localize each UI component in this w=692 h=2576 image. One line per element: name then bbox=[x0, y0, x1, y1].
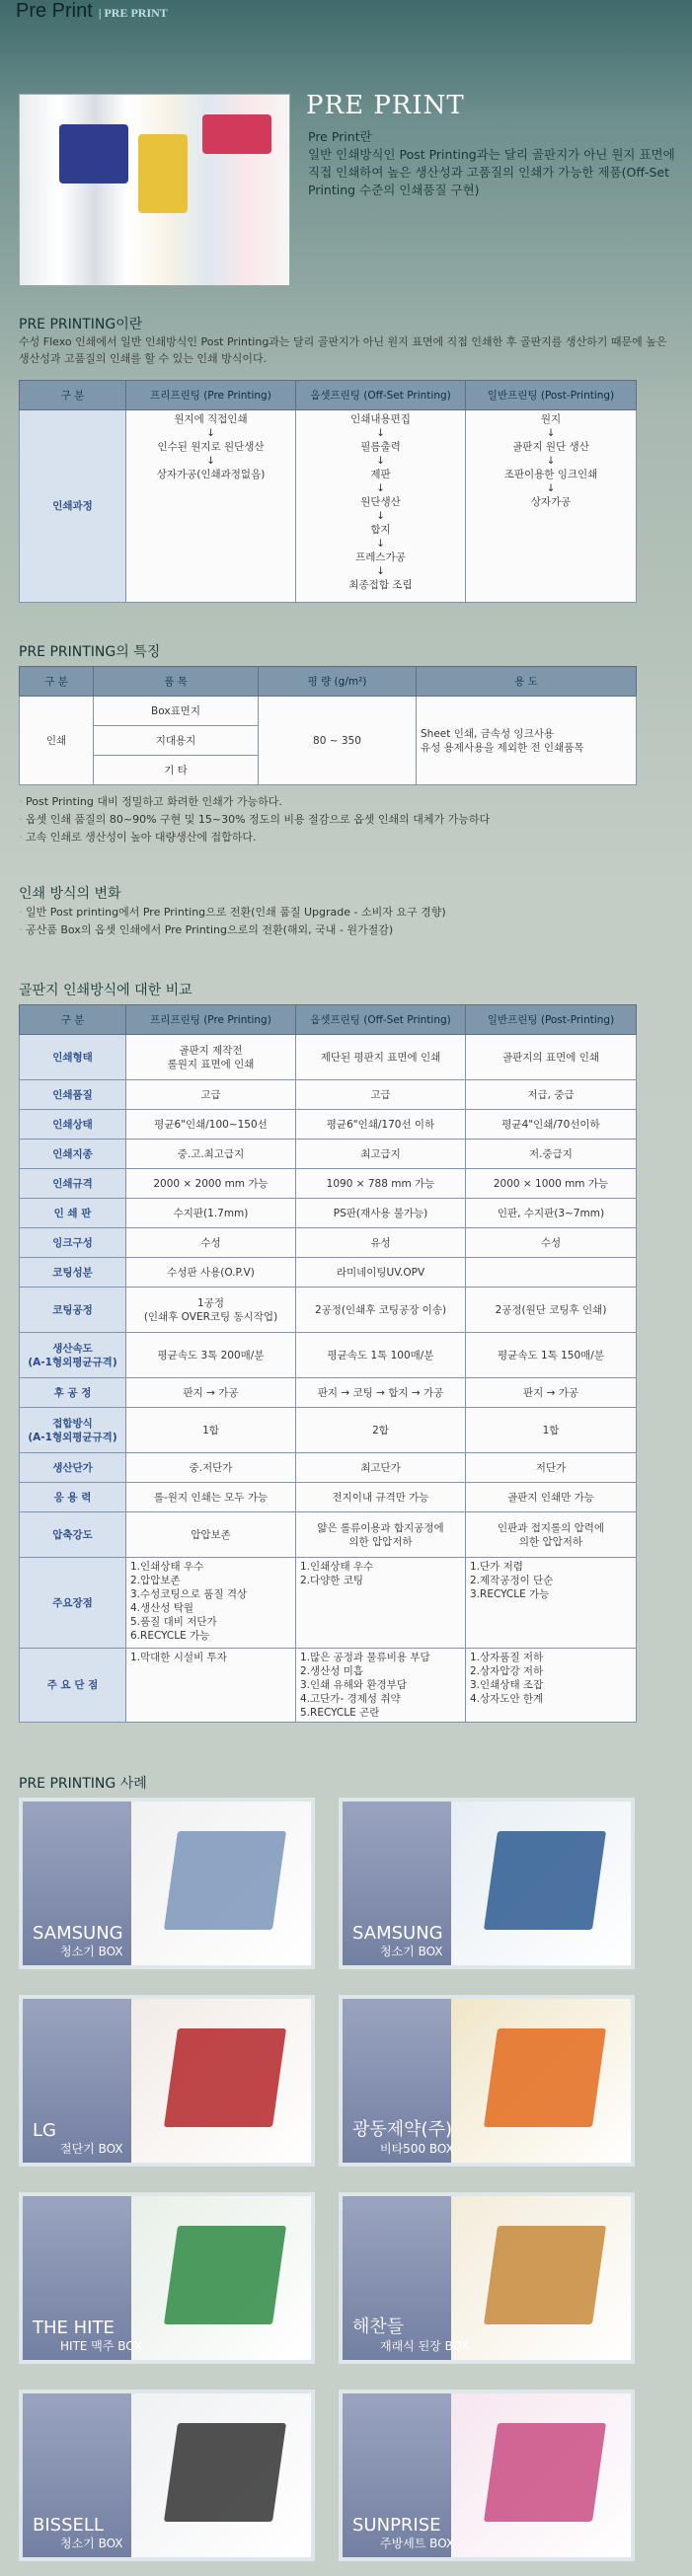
compare-row bbox=[20, 1199, 637, 1228]
feature-bullet: · Post Printing 대비 정밀하고 화려한 인쇄가 가능하다. bbox=[19, 793, 490, 811]
compare-row bbox=[20, 1258, 637, 1288]
compare-row-label: 인 쇄 판 bbox=[20, 1199, 126, 1228]
compare-cell: 1.단가 저렴 2.제작공정이 단순 3.RECYCLE 가능 bbox=[466, 1558, 637, 1649]
compare-row-label: 압축강도 bbox=[20, 1512, 126, 1558]
compare-row bbox=[20, 1288, 637, 1333]
compare-cell: 판지 → 가공 bbox=[466, 1378, 637, 1408]
feature-bullet: · 고속 인쇄로 생산성이 높아 대량생산에 접합하다. bbox=[19, 829, 490, 846]
compare-row-label: 응 용 력 bbox=[20, 1483, 126, 1512]
compare-row-label: 인쇄규격 bbox=[20, 1169, 126, 1199]
compare-cell: 고급 bbox=[126, 1080, 296, 1110]
th-offset3: 옵셋프린팅 (Off-Set Printing) bbox=[296, 1005, 466, 1035]
item-paperbag: 지대용지 bbox=[94, 726, 259, 756]
compare-cell: 평균6"인쇄/100~150선 bbox=[126, 1110, 296, 1140]
compare-row-label: 주 요 단 점 bbox=[20, 1649, 126, 1723]
compare-row bbox=[20, 1228, 637, 1258]
case-card bbox=[339, 2192, 635, 2364]
case-card bbox=[19, 2192, 315, 2364]
compare-cell: 고급 bbox=[296, 1080, 466, 1110]
case-card bbox=[339, 1798, 635, 1969]
process-offset: 인쇄내용편집 ↓ 필름출력 ↓ 제판 ↓ 원단생산 ↓ 합지 ↓ 프레스가공 ↓ 최종접합 조립 bbox=[296, 410, 466, 603]
th-item: 품 목 bbox=[94, 667, 259, 697]
compare-cell: 평균속도 1톡 150매/분 bbox=[466, 1333, 637, 1378]
th-pre3: 프리프린팅 (Pre Printing) bbox=[126, 1005, 296, 1035]
compare-cell: 골판지의 표면에 인쇄 bbox=[466, 1035, 637, 1080]
compare-cell: 2합 bbox=[296, 1408, 466, 1453]
th-post3: 일반프린팅 (Post-Printing) bbox=[466, 1005, 637, 1035]
th-offset: 옵셋프린팅 (Off-Set Printing) bbox=[296, 381, 466, 410]
compare-cell: 전지이내 규격만 가능 bbox=[296, 1483, 466, 1512]
section-title-what: PRE PRINTING이란 bbox=[19, 317, 143, 332]
row-label-process: 인쇄과정 bbox=[20, 410, 126, 603]
breadcrumb: | PRE PRINT bbox=[98, 6, 168, 20]
case-subtitle: 청소기 BOX bbox=[380, 1945, 443, 1958]
compare-row-label: 인쇄상태 bbox=[20, 1110, 126, 1140]
compare-cell: 최고급지 bbox=[296, 1140, 466, 1169]
compare-cell: 수지판(1.7mm) bbox=[126, 1199, 296, 1228]
compare-cell: 중.저단가 bbox=[126, 1453, 296, 1483]
th-category2: 구 분 bbox=[20, 667, 94, 697]
compare-cell: 골판지 제작전 롤원지 표면에 인쇄 bbox=[126, 1035, 296, 1080]
compare-cell bbox=[466, 1258, 637, 1288]
item-etc: 기 타 bbox=[94, 756, 259, 785]
compare-row bbox=[20, 1378, 637, 1408]
case-card bbox=[19, 1995, 315, 2167]
compare-cell: 저급, 중급 bbox=[466, 1080, 637, 1110]
compare-cell: 평균4"인쇄/70선이하 bbox=[466, 1110, 637, 1140]
compare-cell: 2공정(원단 코팅후 인쇄) bbox=[466, 1288, 637, 1333]
compare-cell: 평균6"인쇄/170선 이하 bbox=[296, 1110, 466, 1140]
compare-cell: 수성 bbox=[466, 1228, 637, 1258]
compare-cell: 중.고.최고급지 bbox=[126, 1140, 296, 1169]
features-bullets bbox=[19, 793, 490, 846]
compare-row bbox=[20, 1169, 637, 1199]
case-subtitle: HITE 맥주 BOX bbox=[60, 2339, 143, 2353]
case-subtitle: 절단기 BOX bbox=[60, 2142, 123, 2156]
compare-cell: 1합 bbox=[126, 1408, 296, 1453]
intro-description: Pre Print란 일반 인쇄방식인 Post Printing과는 달리 골판지가 아닌 원지 표면에 직접 인쇄하여 높은 생산성과 고품질의 인쇄가 가능한 제품(Off-Set Printing 수준의 인쇄품질 구현) bbox=[308, 129, 675, 197]
compare-cell: 1.인쇄상태 우수 2.압압보존 3.수성코팅으로 품질 격상 4.생산성 탁월 5.품질 대비 저단가 6.RECYCLE 가능 bbox=[126, 1558, 296, 1649]
case-name: 해찬들 bbox=[352, 2317, 405, 2337]
compare-row bbox=[20, 1140, 637, 1169]
feature-bullet: · 옵셋 인쇄 품질의 80~90% 구현 및 15~30% 정도의 비용 절감으로 옵셋 인쇄의 대체가 가능하다 bbox=[19, 811, 490, 829]
case-name: SUNPRISE bbox=[352, 2515, 441, 2536]
compare-cell: 압압보존 bbox=[126, 1512, 296, 1558]
process-table bbox=[19, 380, 637, 603]
compare-cell: 수성 bbox=[126, 1228, 296, 1258]
case-name: THE HITE bbox=[33, 2318, 115, 2338]
th-weight: 평 량 (g/m²) bbox=[259, 667, 417, 697]
compare-cell: 1090 × 788 mm 가능 bbox=[296, 1169, 466, 1199]
page-title: Pre Print bbox=[16, 0, 93, 22]
change-bullet: · 일반 Post printing에서 Pre Printing으로 전환(인쇄 품질 Upgrade - 소비자 요구 경향) bbox=[19, 904, 446, 921]
change-bullets bbox=[19, 904, 446, 939]
compare-cell: 롤-원지 인쇄는 모두 가능 bbox=[126, 1483, 296, 1512]
intro-title: PRE PRINT bbox=[306, 91, 465, 120]
compare-cell: 1.상자품질 저하 2.상자압강 저하 3.인쇄상태 조잡 4.상자도안 한계 bbox=[466, 1649, 637, 1723]
process-post: 원지 ↓ 골판지 원단 생산 ↓ 조판이용한 잉크인쇄 ↓ 상자가공 bbox=[466, 410, 637, 603]
hero-image bbox=[19, 94, 290, 286]
compare-row-label: 후 공 정 bbox=[20, 1378, 126, 1408]
compare-row bbox=[20, 1512, 637, 1558]
compare-cell: 판지 → 가공 bbox=[126, 1378, 296, 1408]
compare-row bbox=[20, 1649, 637, 1723]
compare-row-label: 접합방식 (A-1형외평균규격) bbox=[20, 1408, 126, 1453]
section-title-compare: 골판지 인쇄방식에 대한 비교 bbox=[19, 983, 192, 998]
process-pre: 원지에 직접인쇄 ↓ 인수된 원지로 원단생산 ↓ 상자가공(인쇄과정없음) bbox=[126, 410, 296, 603]
case-card bbox=[19, 1798, 315, 1969]
compare-cell: 평균속도 3톡 200매/분 bbox=[126, 1333, 296, 1378]
th-pre: 프리프린팅 (Pre Printing) bbox=[126, 381, 296, 410]
compare-cell: 골판지 인쇄만 가능 bbox=[466, 1483, 637, 1512]
case-card bbox=[339, 1995, 635, 2167]
case-card bbox=[339, 2390, 635, 2561]
section-title-features: PRE PRINTING의 특징 bbox=[19, 644, 161, 660]
compare-cell: 최고단가 bbox=[296, 1453, 466, 1483]
compare-row bbox=[20, 1483, 637, 1512]
compare-cell: 1.많은 공정과 물류비용 부담 2.생산성 미흡 3.인쇄 유해와 환경부담 4.고단가- 경제성 취약 5.RECYCLE 곤란 bbox=[296, 1649, 466, 1723]
compare-cell: PS판(재사용 불가능) bbox=[296, 1199, 466, 1228]
compare-row bbox=[20, 1035, 637, 1080]
case-name: SAMSUNG bbox=[33, 1923, 123, 1944]
compare-row bbox=[20, 1333, 637, 1378]
case-name: 광동제약(주) bbox=[352, 2119, 452, 2140]
compare-cell: 2공정(인쇄후 코팅공장 이송) bbox=[296, 1288, 466, 1333]
compare-cell: 2000 × 1000 mm 가능 bbox=[466, 1169, 637, 1199]
row-label-print: 인쇄 bbox=[20, 697, 94, 785]
compare-row-label: 인쇄지종 bbox=[20, 1140, 126, 1169]
case-card bbox=[19, 2390, 315, 2561]
compare-cell: 판지 → 코팅 → 합지 → 가공 bbox=[296, 1378, 466, 1408]
compare-cell: 인판, 수지판(3~7mm) bbox=[466, 1199, 637, 1228]
compare-row-label: 인쇄품질 bbox=[20, 1080, 126, 1110]
compare-row bbox=[20, 1080, 637, 1110]
compare-cell: 평균속도 1톡 100매/분 bbox=[296, 1333, 466, 1378]
compare-cell: 1.인쇄상태 우수 2.다양한 코팅 bbox=[296, 1558, 466, 1649]
compare-row bbox=[20, 1110, 637, 1140]
th-category: 구 분 bbox=[20, 381, 126, 410]
compare-cell: 유성 bbox=[296, 1228, 466, 1258]
compare-row bbox=[20, 1408, 637, 1453]
compare-cell: 1합 bbox=[466, 1408, 637, 1453]
weight-range: 80 ~ 350 bbox=[259, 697, 417, 785]
compare-row-label: 코팅성분 bbox=[20, 1258, 126, 1288]
case-subtitle: 재래식 된장 BOX bbox=[380, 2339, 470, 2353]
compare-row bbox=[20, 1453, 637, 1483]
th-usage: 용 도 bbox=[417, 667, 637, 697]
compare-row-label: 인쇄형태 bbox=[20, 1035, 126, 1080]
case-name: BISSELL bbox=[33, 2515, 104, 2536]
case-subtitle: 청소기 BOX bbox=[60, 1945, 123, 1958]
th-category3: 구 분 bbox=[20, 1005, 126, 1035]
compare-cell: 제단된 평판지 표면에 인쇄 bbox=[296, 1035, 466, 1080]
section-title-cases: PRE PRINTING 사례 bbox=[19, 1776, 147, 1792]
change-bullet: · 공산품 Box의 옵셋 인쇄에서 Pre Printing으로의 전환(해외, 국내 - 원가절감) bbox=[19, 921, 446, 939]
compare-row-label: 생산단가 bbox=[20, 1453, 126, 1483]
compare-cell: 라미네이팅UV.OPV bbox=[296, 1258, 466, 1288]
features-table bbox=[19, 666, 637, 785]
case-name: LG bbox=[33, 2120, 56, 2141]
th-post: 일반프린팅 (Post-Printing) bbox=[466, 381, 637, 410]
section-desc-what: 수성 Flexo 인쇄에서 일반 인쇄방식인 Post Printing과는 달리 골판지가 아닌 원지 표면에 직접 인쇄한 후 골판지를 생산하기 때문에 높은 생산성과 고품질의 인쇄를 할 수 있는 인쇄 방식이다. bbox=[19, 335, 667, 365]
case-subtitle: 청소기 BOX bbox=[60, 2537, 123, 2550]
compare-row-label: 잉크구성 bbox=[20, 1228, 126, 1258]
compare-table bbox=[19, 1004, 637, 1723]
compare-row-label: 코팅공정 bbox=[20, 1288, 126, 1333]
compare-cell: 인판과 접지롤의 압력에 의한 압압저하 bbox=[466, 1512, 637, 1558]
case-subtitle: 비타500 BOX bbox=[380, 2142, 454, 2156]
case-name: SAMSUNG bbox=[352, 1923, 443, 1944]
compare-cell: 얇은 롤류이용과 합지공정에 의한 압압저하 bbox=[296, 1512, 466, 1558]
case-subtitle: 주방세트 BOX bbox=[380, 2537, 455, 2550]
section-title-change: 인쇄 방식의 변화 bbox=[19, 886, 121, 902]
compare-cell: 수성판 사용(O.P.V) bbox=[126, 1258, 296, 1288]
compare-row bbox=[20, 1558, 637, 1649]
compare-cell: 1.막대한 시설비 투자 bbox=[126, 1649, 296, 1723]
compare-cell: 저단가 bbox=[466, 1453, 637, 1483]
compare-row-label: 주요장점 bbox=[20, 1558, 126, 1649]
compare-cell: 2000 × 2000 mm 가능 bbox=[126, 1169, 296, 1199]
item-box: Box표면지 bbox=[94, 697, 259, 726]
compare-cell: 1공정 (인쇄후 OVER코팅 동시작업) bbox=[126, 1288, 296, 1333]
page-header bbox=[16, 0, 168, 34]
usage-text: Sheet 인쇄, 금속성 잉크사용 유성 용제사용을 제외한 전 인쇄품목 bbox=[417, 697, 637, 785]
compare-cell: 저.중급지 bbox=[466, 1140, 637, 1169]
compare-row-label: 생산속도 (A-1형외평균규격) bbox=[20, 1333, 126, 1378]
